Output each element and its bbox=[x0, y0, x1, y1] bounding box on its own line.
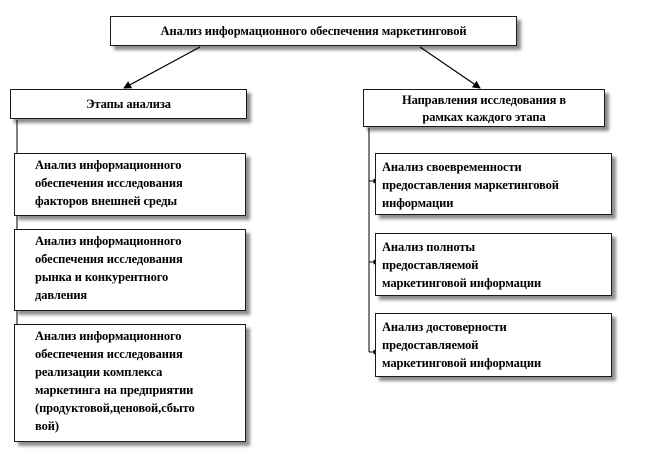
right-direction-2-line: предоставляемой bbox=[382, 258, 479, 272]
right-direction-2-line: Анализ полноты bbox=[382, 240, 476, 254]
left-stage-3-line: вой) bbox=[35, 419, 59, 433]
left-branch-title: Этапы анализа bbox=[86, 97, 171, 111]
left-stage-2 bbox=[14, 229, 246, 311]
left-stage-3-line: (продуктовой,ценовой,сбыто bbox=[35, 401, 195, 415]
right-branch-title-line-2: рамках каждого этапа bbox=[422, 110, 546, 124]
left-stage-2-line: обеспечения исследования bbox=[35, 252, 183, 266]
right-direction-1-line: предоставления маркетинговой bbox=[382, 178, 559, 192]
arrow-root-to-right bbox=[420, 47, 480, 88]
left-stage-3 bbox=[14, 324, 246, 442]
root-node bbox=[110, 16, 517, 46]
right-direction-3-line: предоставляемой bbox=[382, 338, 479, 352]
left-stage-3-line: Анализ информационного bbox=[35, 329, 182, 343]
right-direction-1-line: информации bbox=[382, 196, 454, 210]
left-stage-1-line: факторов внешней среды bbox=[35, 194, 177, 208]
right-direction-2 bbox=[375, 233, 612, 296]
left-branch-header bbox=[10, 89, 247, 119]
root-label: Анализ информационного обеспечения маркетинговой bbox=[160, 24, 467, 38]
left-stage-1 bbox=[14, 153, 246, 216]
right-direction-1-line: Анализ своевременности bbox=[382, 160, 522, 174]
left-stage-1-line: обеспечения исследования bbox=[35, 176, 183, 190]
left-stage-3-line: маркетинга на предприятии bbox=[35, 383, 194, 397]
arrow-root-to-left bbox=[124, 47, 200, 88]
left-stage-3-line: реализации комплекса bbox=[35, 365, 163, 379]
right-branch-header bbox=[363, 89, 605, 127]
left-stage-1-line: Анализ информационного bbox=[35, 158, 182, 172]
right-branch-title-line-1: Направления исследования в bbox=[401, 93, 567, 107]
right-direction-3 bbox=[375, 313, 612, 377]
left-stage-3-line: обеспечения исследования bbox=[35, 347, 183, 361]
left-stage-2-line: рынка и конкурентного bbox=[35, 270, 169, 284]
left-stage-2-line: давления bbox=[35, 288, 88, 302]
right-direction-3-line: Анализ достоверности bbox=[382, 320, 507, 334]
right-direction-1 bbox=[375, 153, 612, 215]
right-direction-2-line: маркетинговой информации bbox=[382, 276, 542, 290]
left-stage-2-line: Анализ информационного bbox=[35, 234, 182, 248]
right-direction-3-line: маркетинговой информации bbox=[382, 356, 542, 370]
